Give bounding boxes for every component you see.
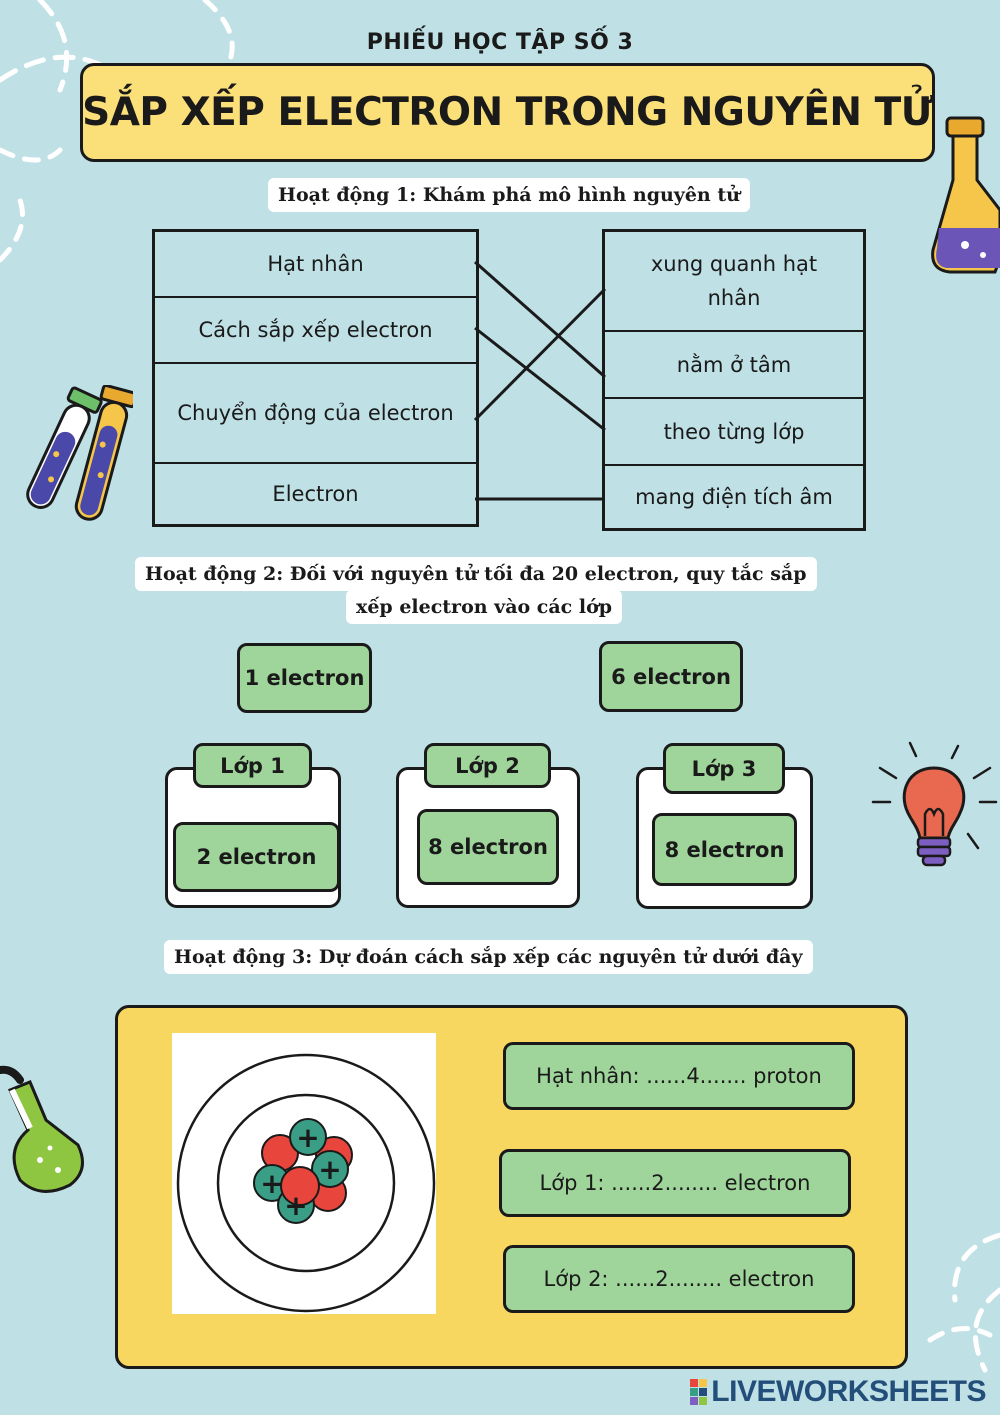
activity-2-heading-line2: xếp electron vào các lớp [346, 590, 622, 624]
layer-1-label: Lớp 1 [193, 743, 312, 788]
layer-1-electron-answer[interactable]: Lớp 1: ......2........ electron [499, 1149, 851, 1217]
proton-sign: + [260, 1167, 284, 1200]
logo-blocks-icon [690, 1379, 707, 1405]
layer-3-label: Lớp 3 [663, 743, 785, 794]
test-tubes-icon [8, 385, 133, 535]
worksheet-number: PHIẾU HỌC TẬP SỐ 3 [366, 30, 634, 55]
page-title: SẮP XẾP ELECTRON TRONG NGUYÊN TỬ [80, 63, 935, 162]
activity-1-heading: Hoạt động 1: Khám phá mô hình nguyên tử [268, 178, 750, 212]
left-match-column [152, 229, 479, 527]
match-left-item[interactable]: Electron [272, 482, 359, 506]
brand-name: LIVEWORKSHEETS [711, 1375, 986, 1408]
matching-lines [470, 225, 610, 525]
tilted-flask-icon [0, 1060, 90, 1200]
option-1-electron[interactable]: 1 electron [237, 643, 372, 713]
layer-3-answer[interactable]: 8 electron [652, 813, 797, 886]
activity-3-heading: Hoạt động 3: Dự đoán cách sắp xếp các nguyên tử dưới đây [164, 940, 813, 974]
option-6-electron[interactable]: 6 electron [599, 641, 743, 712]
atom-diagram [172, 1033, 436, 1314]
match-left-item[interactable]: Cách sắp xếp electron [155, 298, 476, 364]
lightbulb-icon [868, 738, 1000, 878]
layer-2-electron-answer[interactable]: Lớp 2: ......2........ electron [503, 1245, 855, 1313]
match-left-item[interactable]: Hạt nhân [155, 232, 476, 298]
liveworksheets-logo [690, 1375, 986, 1409]
match-line [475, 328, 605, 430]
nucleus-proton-answer[interactable]: Hạt nhân: ......4....... proton [503, 1042, 855, 1110]
layer-2-label: Lớp 2 [424, 743, 551, 788]
flask-icon [925, 110, 1000, 280]
activity-2-heading-line1: Hoạt động 2: Đối với nguyên tử tối đa 20 electron, quy tắc sắp [135, 557, 817, 591]
match-left-item[interactable]: Chuyển động của electron [155, 364, 476, 464]
proton-sign: + [296, 1121, 320, 1154]
match-right-item[interactable]: xung quanh hạt nhân [605, 232, 863, 332]
match-right-item[interactable]: theo từng lớp [605, 399, 863, 466]
match-right-item[interactable]: nằm ở tâm [605, 332, 863, 399]
layer-2-answer[interactable]: 8 electron [417, 809, 559, 885]
layer-1-answer[interactable]: 2 electron [173, 822, 340, 892]
right-match-column [602, 229, 866, 531]
match-right-item[interactable]: mang điện tích âm [635, 485, 833, 509]
proton-sign: + [284, 1189, 308, 1222]
match-line [475, 289, 605, 420]
proton-sign: + [318, 1153, 342, 1186]
match-line [475, 262, 605, 377]
